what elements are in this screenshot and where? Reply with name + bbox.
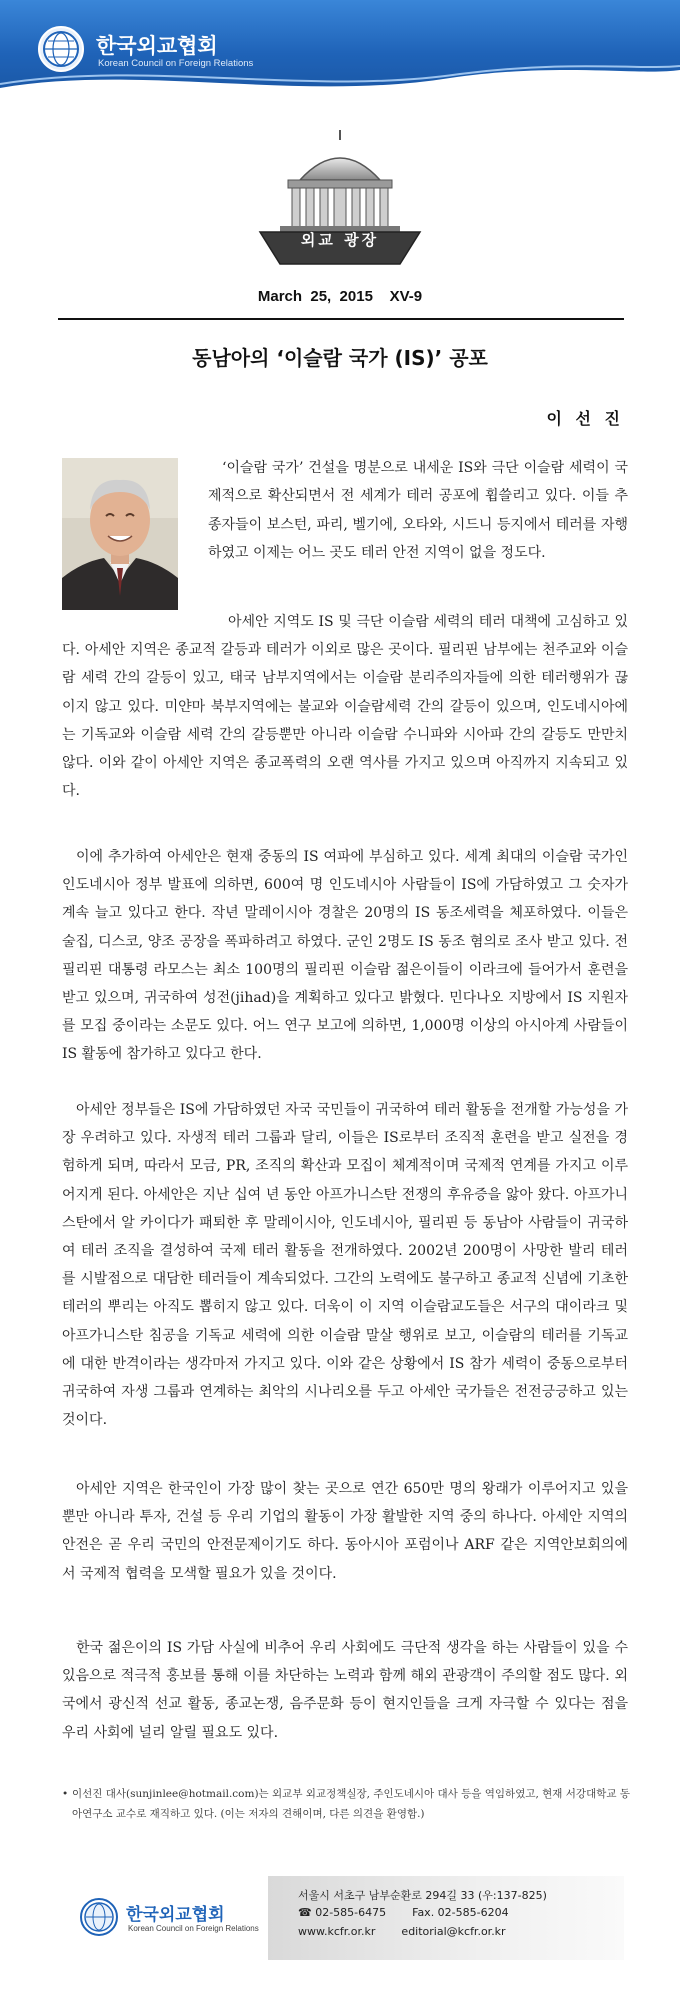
header-org-name-en: Korean Council on Foreign Relations — [98, 58, 254, 69]
footer-email-link[interactable]: editorial@kcfr.or.kr — [401, 1925, 506, 1938]
footer — [58, 1876, 624, 1960]
article-paragraph-6: 한국 젊은이의 IS 가담 사실에 비추어 우리 사회에도 극단적 생각을 하는 사람들이 있을 수 있음으로 적극적 홍보를 통해 이를 차단하는 노력과 함께 해외 관광객이 주의할 점도 많다. 외국에서 광신적 선교 활동, 종교논쟁, 음주문화 등이 현지인들을 크게 자극할 수 있다는 점을 우리 사회에 널리 알릴 필요도 있다. — [62, 1640, 628, 1741]
footer-website-link[interactable]: www.kcfr.or.kr — [298, 1925, 376, 1938]
footer-address: 서울시 서초구 남부순환로 294길 33 (우:137-825) — [298, 1889, 547, 1902]
emblem-label: 외교 광장 — [300, 231, 380, 249]
footer-logo-icon — [80, 1898, 118, 1936]
footer-contact-panel — [268, 1876, 624, 1960]
footer-org-name-en: Korean Council on Foreign Relations — [128, 1924, 259, 1933]
article-paragraph-1: ‘이슬람 국가’ 건설을 명분으로 내세운 IS와 극단 이슬람 세력이 국제적으로 확산되면서 전 세계가 테러 공포에 휩쓸리고 있다. 이들 추종자들이 보스턴, 파리, 벨기에, 오타와, 시드니 등지에서 테러를 자행하였고 이제는 어느 곳도 테러 안전 지역이 없을 정도다. — [208, 460, 628, 562]
article-paragraph-4: 아세안 정부들은 IS에 가담하였던 자국 국민들이 귀국하여 테러 활동을 전개할 가능성을 가장 우려하고 있다. 자생적 테러 그룹과 달리, 이들은 IS로부터 조직적 훈련을 받고 실전을 경험하게 되며, 따라서 모금, PR, 조직의 확산과 모집이 체계적이며 국제적 연계를 가지고 이루어지게 된다. 아세안은 지난 십여 년 동안 아프가니스탄 전쟁의 후유증을 앓아 왔다. 아프가니스탄에서 알 카이다가 패퇴한 후 말레이시아, 인도네시아, 필리핀 등 동남아 사람들이 귀국하여 테러 조직을 결성하여 국제 테러 활동을 전개하였다. 2002년 200명이 사망한 발리 테러를 시발점으로 대담한 테러들이 계속되었다. 그간의 노력에도 불구하고 종교적 신념에 기초한 테러의 뿌리는 아직도 뽑히지 않고 있다. 더욱이 이 지역 이슬람교도들은 서구의 대이라크 및 아프가니스탄 침공을 기독교 세력에 의한 이슬람 말살 행위로 보고, 이슬람의 테러를 기독교에 대한 반격이라는 생각마저 가지고 있다. 이와 같은 상황에서 IS 참가 세력이 중동으로부터 귀국하여 자생 그룹과 연계하는 최악의 시나리오를 두고 아세안 국가들은 전전긍긍하고 있는 것이다. — [62, 1102, 628, 1429]
footer-web-email — [298, 1925, 506, 1938]
article-paragraph-5: 아세안 지역은 한국인이 가장 많이 찾는 곳으로 연간 650만 명의 왕래가 이루어지고 있을 뿐만 아니라 투자, 건설 등 우리 기업의 활동이 가장 활발한 지역 중의 하나다. 아세안 지역의 안전은 곧 우리 국민의 안전문제이기도 하다. 동아시아 포럼이나 ARF 같은 지역안보회의에서 국제적 협력을 모색할 필요가 있을 것이다. — [62, 1481, 628, 1582]
header-org-name: 한국외교협회 — [96, 35, 218, 58]
footer-org-name: 한국외교협회 — [126, 1905, 225, 1924]
footnote-bullet: • — [62, 1788, 69, 1800]
header-banner — [0, 0, 680, 98]
article-paragraph-2: 아세안 지역도 IS 및 극단 이슬람 세력의 테러 대책에 고심하고 있다. 아세안 지역은 종교적 갈등과 테러가 이외로 많은 곳이다. 필리핀 남부에는 천주교와 이슬람 세력 간의 갈등이 있고, 태국 남부지역에서는 이슬람 분리주의자들에 의한 테러행위가 끊이지 않고 있다. 미얀마 북부지역에는 불교와 이슬람세력 간의 갈등이 있으며, 인도네시아에는 기독교와 이슬람 세력 간의 갈등뿐만 아니라 이슬람 수니파와 시아파 간의 갈등도 만만치 않다. 이와 같이 아세안 지역은 종교폭력의 오랜 역사를 가지고 있으며 아직까지 지속되고 있다. — [62, 614, 628, 800]
header-divider — [58, 318, 624, 320]
footer-phone-fax — [298, 1906, 509, 1919]
footer-fax: Fax. 02-585-6204 — [412, 1906, 509, 1919]
author-photo — [62, 458, 178, 610]
article-author: 이 선 진 — [546, 409, 624, 428]
article-title: 동남아의 ‘이슬람 국가 (IS)’ 공포 — [192, 346, 488, 370]
footer-phone: ☎ 02-585-6475 — [298, 1906, 387, 1919]
footnote-text: 이선진 대사(sunjinlee@hotmail.com)는 외교부 외교정책실장, 주인도네시아 대사 등을 역임하였고, 현재 서강대학교 동아연구소 교수로 재직하고 있다. (이는 저자의 견해이며, 다른 의견을 환영함.) — [72, 1788, 630, 1820]
org-logo-icon[interactable] — [38, 26, 84, 72]
author-footnote — [62, 1784, 632, 1824]
issue-date: March 25, 2015 XV-9 — [257, 288, 423, 305]
article-paragraph-3: 이에 추가하여 아세안은 현재 중동의 IS 여파에 부심하고 있다. 세계 최대의 이슬람 국가인 인도네시아 정부 발표에 의하면, 600여 명 인도네시아 사람들이 IS에 가담하였고 그 숫자가 계속 늘고 있다고 한다. 작년 말레이시아 경찰은 20명의 IS 동조세력을 체포하였다. 이들은 술집, 디스코, 양조 공장을 폭파하려고 하였다. 군인 2명도 IS 동조 혐의로 조사 받고 있다. 전 필리핀 대통령 라모스는 최소 100명의 필리핀 이슬람 젊은이들이 이라크에 들어가서 훈련을 받고 있으며, 귀국하여 성전(jihad)을 계획하고 있다고 밝혔다. 민다나오 지방에서 IS 지원자를 모집 중이라는 소문도 있다. 어느 연구 보고에 의하면, 1,000명 이상의 아시아계 사람들이 IS 활동에 참가하고 있다고 한다. — [62, 849, 628, 1063]
